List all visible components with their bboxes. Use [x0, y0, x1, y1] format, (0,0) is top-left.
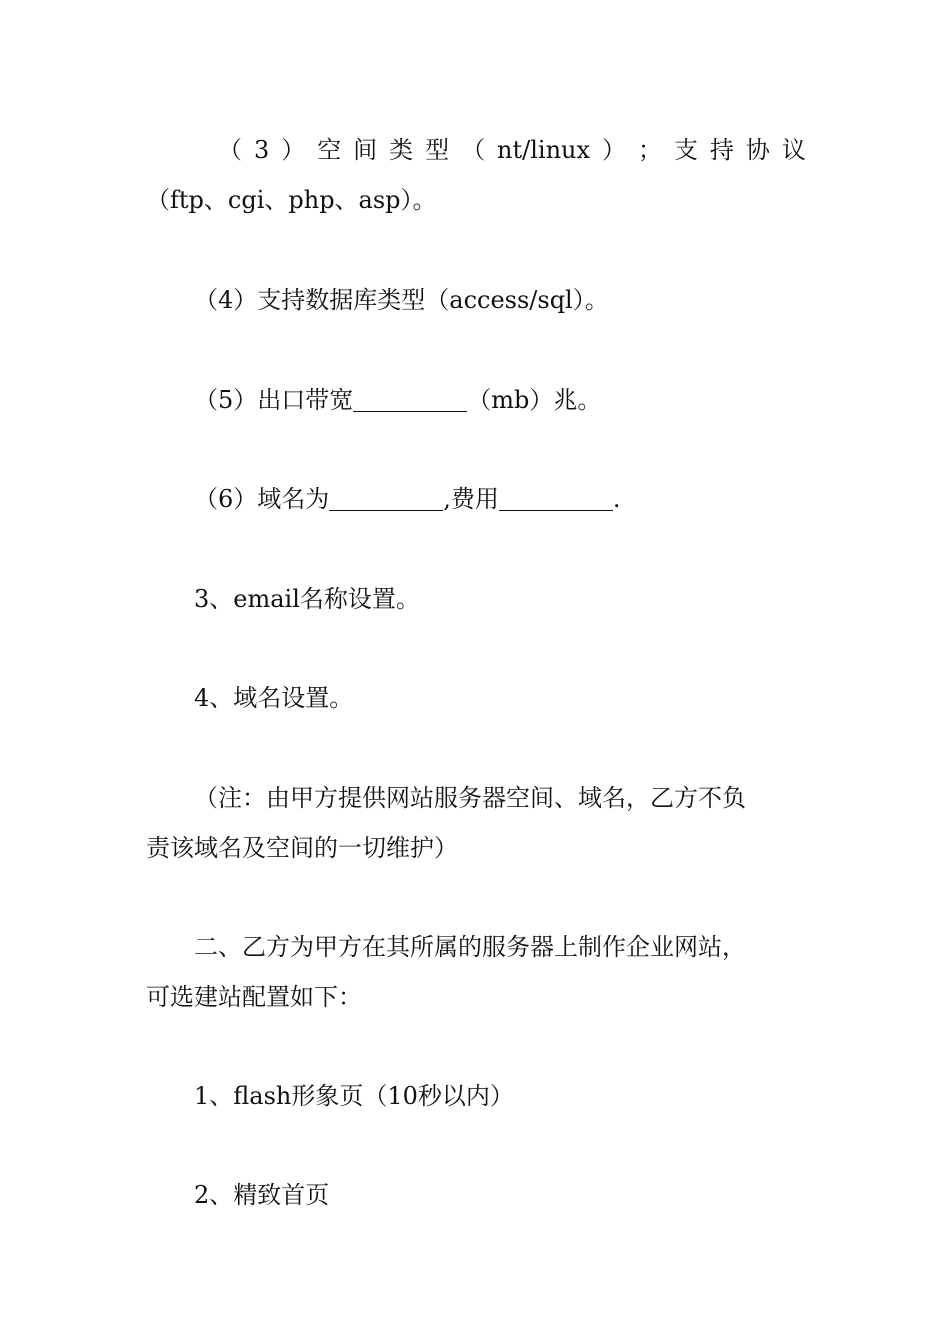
paragraph-flash-page: 1、flash形象页（10秒以内）	[194, 1082, 514, 1110]
protocols-line: （ftp、cgi、php、asp）。	[146, 186, 437, 214]
note-line-2: 责该域名及空间的一切维护）	[146, 834, 458, 862]
char: 3	[253, 136, 270, 164]
paragraph-database-type: （4）支持数据库类型（access/sql）。	[194, 286, 609, 314]
char: 协	[745, 136, 770, 164]
bandwidth-unit: （mb）兆。	[467, 386, 602, 414]
char: 型	[425, 136, 450, 164]
paragraph-domain-setup: 4、域名设置。	[194, 684, 354, 712]
section-two-line-1: 二、乙方为甲方在其所属的服务器上制作企业网站，	[194, 933, 746, 961]
fee-blank	[499, 486, 613, 511]
bandwidth-label: （5）出口带宽	[194, 386, 354, 414]
char: 持	[709, 136, 734, 164]
paragraph-section-two	[146, 922, 806, 1022]
paragraph-domain-fee	[146, 474, 806, 524]
char: 类	[389, 136, 414, 164]
char: ；	[637, 136, 662, 164]
paragraph-bandwidth	[146, 375, 806, 425]
paragraph-space-type	[146, 125, 806, 225]
paragraph-note	[146, 773, 806, 873]
char: 空	[317, 136, 342, 164]
domain-blank	[329, 486, 443, 511]
char: 支	[673, 136, 698, 164]
char: （	[218, 136, 242, 164]
fee-label: ,费用	[443, 485, 499, 513]
char: ）	[281, 136, 306, 164]
note-line-1: （注：由甲方提供网站服务器空间、域名，乙方不负	[194, 784, 746, 812]
char: 间	[353, 136, 378, 164]
section-two-line-2: 可选建站配置如下：	[146, 983, 362, 1011]
domain-label: （6）域名为	[194, 485, 330, 513]
paragraph-email-setup: 3、email名称设置。	[194, 585, 420, 613]
char: nt/linux	[497, 136, 591, 164]
paragraph-home-page: 2、精致首页	[194, 1181, 330, 1209]
char: ）	[602, 136, 626, 164]
space-type-line	[146, 125, 806, 175]
fee-end: .	[612, 485, 621, 513]
char: （	[461, 136, 486, 164]
char: 议	[781, 136, 806, 164]
bandwidth-blank	[353, 387, 467, 412]
